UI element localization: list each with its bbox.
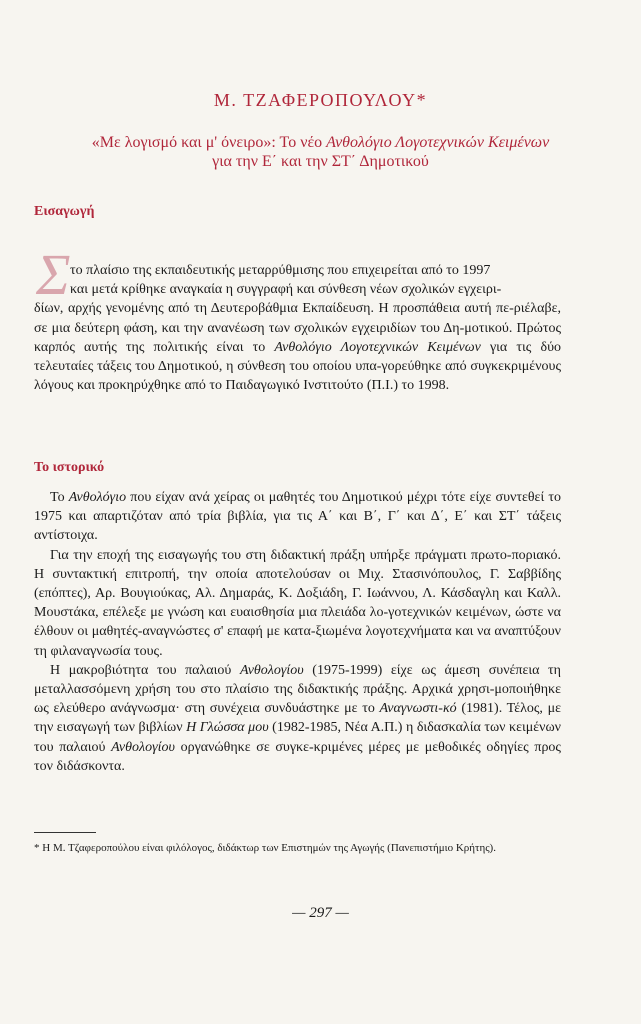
section-heading-history: Το ιστορικό bbox=[34, 460, 105, 475]
title-line1-italic: Ανθολόγιο Λογοτεχνικών Κειμένων bbox=[326, 134, 550, 151]
history-section bbox=[34, 488, 561, 776]
p3-text-e: οργανώθηκε σε συγκε-κριμένες μέρες με μεθοδικές οδηγίες προς τον διδάσκοντα. bbox=[34, 739, 561, 774]
history-paragraph-1 bbox=[34, 488, 561, 546]
drop-cap-letter: Σ bbox=[36, 242, 71, 307]
title-line2: για την Ε΄ και την ΣΤ΄ Δημοτικού bbox=[212, 153, 429, 170]
p3-italic-4: Ανθολογίου bbox=[111, 739, 175, 755]
p3-italic-1: Ανθολογίου bbox=[239, 662, 304, 678]
history-paragraph-2: Για την εποχή της εισαγωγής του στη διδακτική πράξη υπήρξε πράγματι πρωτο-ποριακό. Η συντακτική επιτροπή, την οποία αποτελούσαν οι Μιχ. Στασινόπουλος, Γ. Σαββίδης (επόπτες), Αρ. Βουγιούκας, Αλ. Δημαράς, Κ. Δοξιάδη, Γ. Ιωάννου, Λ. Κάσδαγλη και Καλλ. Μουστάκα, επέλεξε με γνώση και ευαισθησία μια πλειάδα λο-γοτεχνικών κειμένων, ώστε να έλθουν οι μαθητές-αναγνώστες σ' επαφή με κατα-ξιωμένα λογοτεχνήματα και να αναπτύξουν τη φιλαναγνωσία τους. bbox=[34, 547, 561, 659]
history-paragraph-3 bbox=[34, 661, 561, 776]
section-heading-introduction: Εισαγωγή bbox=[34, 204, 95, 219]
p3-text-a: Η μακροβιότητα του παλαιού bbox=[50, 662, 240, 678]
p3-text-d: (1982-1985, Νέα Α.Π.) η διδασκαλία των κειμένων του παλαιού bbox=[34, 720, 561, 755]
title-line1-roman: «Με λογισμό και μ' όνειρο»: Το νέο bbox=[91, 134, 327, 151]
p3-italic-2: Αναγνωστι-κό bbox=[379, 701, 457, 717]
intro-line1: το πλαίσιο της εκπαιδευτικής μεταρρύθμισης που επιχειρείται από το 1997 bbox=[70, 263, 491, 278]
footnote-divider bbox=[34, 832, 96, 833]
intro-text-b: για τις δύο τελευταίες τάξεις του Δημοτικού, η σύνθεση του οποίου υπα-γορεύθηκε από συγκεκριμένους λόγους και προκηρύχθηκε από το Παιδαγωγικό Ινστιτούτο (Π.Ι.) το 1998. bbox=[34, 339, 562, 394]
intro-italic-title: Ανθολόγιο Λογοτεχνικών Κειμένων bbox=[274, 339, 481, 355]
p3-text-b: (1975-1999) είχε ως άμεση συνέπεια τη μεταλλασσόμενη χρήση του στο πλαίσιο της διδακτικής πράξης. Αρχικά χρησι-μοποιήθηκε ως ελεύθερο ανάγνωσμα· στη συνέχεια συνδυάστηκε με το bbox=[34, 662, 561, 717]
introduction-paragraph bbox=[34, 261, 561, 395]
p3-text-c: (1981). Τέλος, με την εισαγωγή των βιβλίων bbox=[34, 701, 561, 736]
page-number: — 297 — bbox=[292, 905, 349, 921]
author-name: Μ. ΤΖΑΦΕΡΟΠΟΥΛΟΥ* bbox=[213, 90, 428, 110]
p1-text-b: που είχαν ανά χείρας οι μαθητές του Δημοτικού μέχρι τότε είχε συντεθεί το 1975 και απαρτιζόταν από τρία βιβλία, για τις Α΄ και Β΄, Γ΄ και Δ΄, Ε΄ και ΣΤ΄ τάξεις αντίστοιχα. bbox=[34, 490, 561, 544]
intro-line2: και μετά κρίθηκε αναγκαία η συγγραφή και σύνθεση νέων σχολικών εγχειρι- bbox=[70, 282, 502, 298]
intro-text-a: δίων, αρχής γενομένης από τη Δευτεροβάθμια Εκπαίδευση. Η προσπάθεια αυτή πε-ριέλαβε, σε μια δεύτερη φάση, και την ανανέωση των σχολικών εγχειριδίων του Δη-μοτικού. Πρώτος καρπός αυτής της πολιτικής είναι το bbox=[34, 301, 561, 355]
p1-text-a: Το bbox=[50, 490, 69, 505]
p1-italic: Ανθολόγιο bbox=[68, 490, 127, 505]
footnote: * Η Μ. Τζαφεροπούλου είναι φιλόλογος, διδάκτωρ των Επιστημών της Αγωγής (Πανεπιστήμιο Κρήτης). bbox=[34, 842, 496, 854]
article-title bbox=[20, 133, 621, 171]
p3-italic-3: Η Γλώσσα μου bbox=[186, 720, 269, 736]
